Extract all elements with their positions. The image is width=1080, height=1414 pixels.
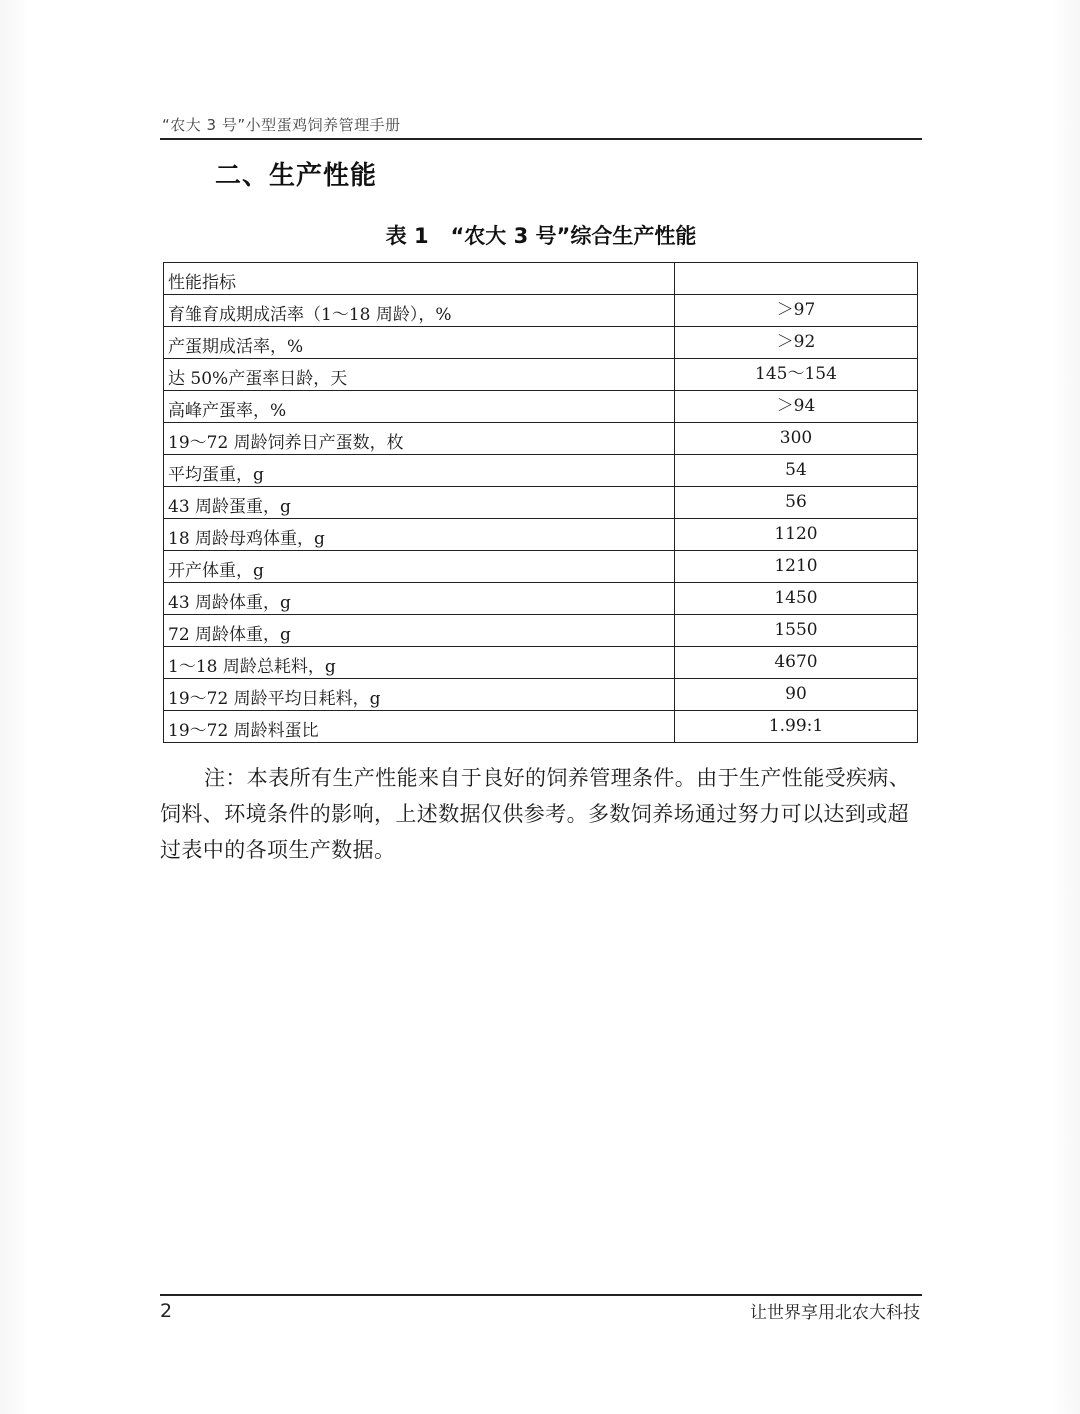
running-header: “农大 3 号”小型蛋鸡饲养管理手册 bbox=[162, 116, 401, 134]
table-row-label: 19～72 周龄料蛋比 bbox=[164, 711, 675, 743]
table-row-value: 56 bbox=[675, 487, 918, 519]
table-row-label: 产蛋期成活率，% bbox=[164, 327, 675, 359]
table-header-cell: 性能指标 bbox=[164, 263, 675, 295]
table-row-value: 1120 bbox=[675, 519, 918, 551]
table-row bbox=[164, 615, 918, 647]
table-row-label: 43 周龄体重，g bbox=[164, 583, 675, 615]
table-row-label: 18 周龄母鸡体重，g bbox=[164, 519, 675, 551]
table-row bbox=[164, 359, 918, 391]
section-title: 二、生产性能 bbox=[215, 161, 378, 191]
table-row-label: 平均蛋重，g bbox=[164, 455, 675, 487]
table-row bbox=[164, 391, 918, 423]
table-row-value: 1.99:1 bbox=[675, 711, 918, 743]
table-row bbox=[164, 583, 918, 615]
table-row-value: 54 bbox=[675, 455, 918, 487]
table-row-label: 43 周龄蛋重，g bbox=[164, 487, 675, 519]
table-row-value: 1210 bbox=[675, 551, 918, 583]
table-row bbox=[164, 647, 918, 679]
table-row bbox=[164, 711, 918, 743]
table-row-value: ＞97 bbox=[675, 295, 918, 327]
table-row-label: 19～72 周龄平均日耗料，g bbox=[164, 679, 675, 711]
table-row-value: ＞92 bbox=[675, 327, 918, 359]
footer-rule bbox=[160, 1294, 922, 1296]
table-row-label: 72 周龄体重，g bbox=[164, 615, 675, 647]
table-row-value: 1550 bbox=[675, 615, 918, 647]
table-row-label: 达 50%产蛋率日龄，天 bbox=[164, 359, 675, 391]
header-rule bbox=[160, 138, 922, 140]
table-header-cell bbox=[675, 263, 918, 295]
table-row bbox=[164, 487, 918, 519]
table-note: 注：本表所有生产性能来自于良好的饲养管理条件。由于生产性能受疾病、饲料、环境条件的影响，上述数据仅供参考。多数饲养场通过努力可以达到或超过表中的各项生产数据。 bbox=[160, 766, 911, 862]
table-row-value: 4670 bbox=[675, 647, 918, 679]
performance-table bbox=[163, 262, 918, 743]
table-row bbox=[164, 519, 918, 551]
table-caption: 表 1 “农大 3 号”综合生产性能 bbox=[385, 224, 697, 248]
table-row-value: 90 bbox=[675, 679, 918, 711]
table-row-label: 开产体重，g bbox=[164, 551, 675, 583]
table-row bbox=[164, 295, 918, 327]
table-row bbox=[164, 551, 918, 583]
table-row bbox=[164, 455, 918, 487]
table-header-row bbox=[164, 263, 918, 295]
table-row-value: 1450 bbox=[675, 583, 918, 615]
table-row-label: 1～18 周龄总耗料，g bbox=[164, 647, 675, 679]
table-row-label: 高峰产蛋率，% bbox=[164, 391, 675, 423]
page-number: 2 bbox=[160, 1300, 173, 1322]
table-row bbox=[164, 327, 918, 359]
table-row-label: 育雏育成期成活率（1～18 周龄），% bbox=[164, 295, 675, 327]
table-row-label: 19～72 周龄饲养日产蛋数，枚 bbox=[164, 423, 675, 455]
table-row-value: 145～154 bbox=[675, 359, 918, 391]
footer-slogan: 让世界享用北农大科技 bbox=[750, 1303, 920, 1323]
table-row bbox=[164, 423, 918, 455]
table-row-value: ＞94 bbox=[675, 391, 918, 423]
table-row bbox=[164, 679, 918, 711]
table-row-value: 300 bbox=[675, 423, 918, 455]
